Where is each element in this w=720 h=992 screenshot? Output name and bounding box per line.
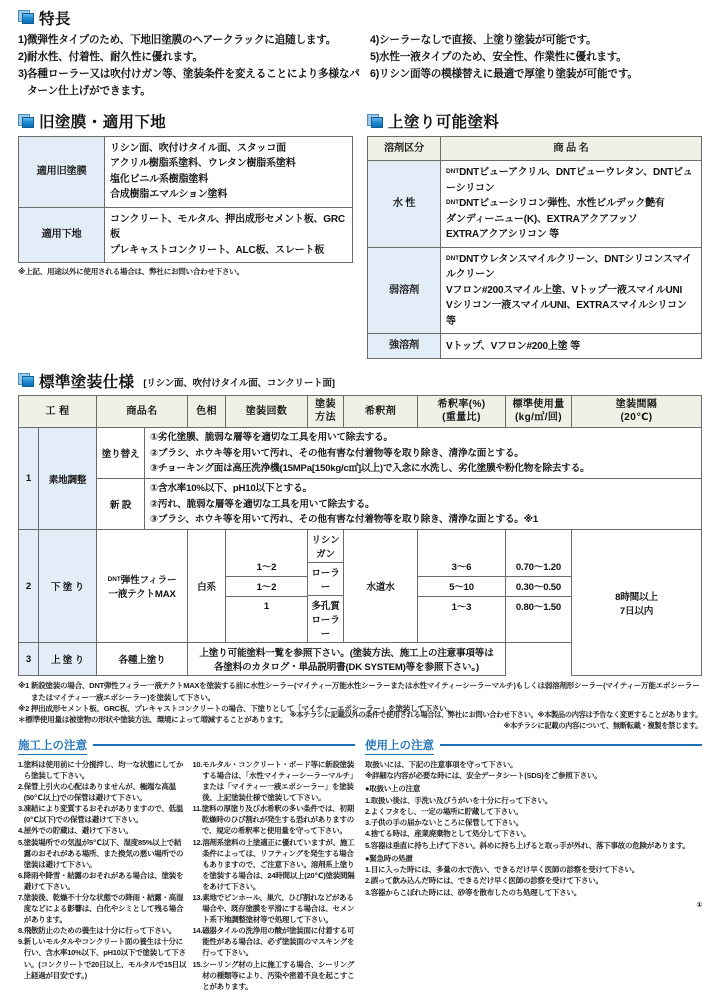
list-item — [365, 795, 702, 806]
feature-number: 6) — [370, 68, 380, 81]
method-value: リシンガン — [308, 530, 343, 563]
substrate-heading — [18, 113, 353, 131]
substrate-table — [18, 136, 353, 264]
spec-row-number: 3 — [19, 643, 39, 676]
item-number: 15. — [192, 959, 203, 969]
text-line: 各塗料のカタログ・単品説明書(DK SYSTEM)等を参照下さい。) — [213, 662, 480, 674]
features-column-left — [18, 32, 360, 101]
column-header-color: 色相 — [188, 396, 226, 428]
item-text: 新しいモルタルやコンクリート面の養生は十分に行い、含水率10%以下、pH10以下で塗装して下さい。(コンクリートで20日以上、モルタルで15日以上経過が目安です。) — [23, 937, 187, 980]
item-number: 4. — [18, 826, 24, 836]
text-line: ②汚れ、脆弱な層等を適切な工具を用いて除去する。 — [150, 498, 375, 510]
item-text: 容器からこぼれた時には、砂等を散布したのち処理して下さい。 — [370, 887, 582, 897]
text-line: (20℃) — [620, 411, 653, 423]
text-line: 合成樹脂エマルション塗料 — [110, 189, 228, 201]
footer-line: ※本チラシに記載の内容について、無断転載・複製を禁じます。 — [503, 721, 702, 731]
table-row — [19, 530, 702, 643]
item-number: 6. — [18, 870, 24, 880]
list-item — [193, 959, 356, 992]
construction-notes-col-left — [18, 759, 187, 992]
features-title: 特長 — [39, 10, 71, 28]
text-run: DNTビューシリコン弾性、水性ビルデック艶有 — [459, 198, 665, 210]
topcoat-title: 上塗り可能塗料 — [388, 114, 500, 132]
feature-item — [18, 66, 360, 100]
column-header-solvent: 溶剤区分 — [368, 136, 441, 161]
list-item — [18, 870, 187, 892]
item-number: 5. — [365, 840, 371, 850]
item-number: 2. — [365, 876, 371, 886]
footnote-line: ※1 新設塗装の場合、DNT弾性フィラー一液テクトMAXを塗装する前に水性シーラー(マイティー万能水性シーラーまたは水性マイティーシーラーマルチ)もしくは弱溶剤形シーラー(マイティー万能エポシーラー — [18, 681, 700, 691]
item-number: 1. — [18, 759, 24, 769]
spec-row-name: 上 塗 り — [39, 643, 97, 676]
list-item — [18, 759, 187, 781]
page-mark: ① — [696, 899, 702, 909]
table-row — [506, 576, 571, 596]
list-item — [18, 781, 187, 803]
text-line: コンクリート、モルタル、押出成形セメント板、GRC板 — [110, 213, 345, 241]
topcoat-heading — [367, 113, 702, 131]
spec-row2-color: 白系 — [188, 530, 226, 643]
list-item — [193, 925, 356, 958]
feature-number: 5) — [370, 51, 380, 64]
text-line: $^{DNT}$DNTビューアクリル、DNTビューウレタン、DNTビューシリコン — [446, 167, 693, 194]
footnote-line: ※2 押出成形セメント板、GRC板、プレキャストコンクリートの場合、下塗りとして「マイティーエポシーラー」を塗装して下さい。 — [18, 704, 454, 714]
item-number: 3. — [365, 818, 371, 828]
text-line: ③ブラシ、ホウキ等を用いて汚れ、その他有害な付着物等を取り除き、清浄な面とする。※1 — [150, 513, 538, 525]
table-row — [506, 557, 571, 577]
list-item — [365, 817, 702, 828]
spec-row-number: 1 — [19, 428, 39, 530]
spec-heading — [18, 372, 702, 390]
column-header-coats: 塗装回数 — [226, 396, 308, 428]
text-line: $^{DNT}$DNTビューシリコン弾性、水性ビルデック艶有 — [446, 198, 665, 210]
construction-notes-title: 施工上の注意 — [18, 737, 87, 755]
table-row — [19, 136, 353, 207]
ratio-value: 3〜6 — [418, 557, 505, 577]
construction-notes-col-right — [187, 759, 356, 992]
text-line: 希釈率(%) — [437, 399, 486, 411]
text-line: 塩化ビニル系樹脂塗料 — [110, 173, 208, 185]
item-text: 容器は垂直に持ち上げて下さい。斜めに持ち上げると取っ手が外れ、落下事故の危険があります。 — [370, 840, 690, 850]
spec-row2-product — [97, 530, 188, 643]
text-line: リシン面、吹付けタイル面、スタッコ面 — [110, 142, 286, 154]
substrate-row-label: 適用下地 — [19, 207, 105, 263]
table-row — [308, 596, 343, 643]
spec-row-number: 2 — [19, 530, 39, 643]
item-number: 5. — [18, 837, 24, 847]
table-row — [308, 530, 343, 563]
coats-value: 1〜2 — [226, 576, 307, 596]
item-number: 11. — [192, 804, 202, 814]
ratio-value: 1〜3 — [451, 602, 472, 614]
text-line: 7日以内 — [619, 605, 654, 617]
table-row — [368, 247, 702, 334]
column-header-interval — [572, 396, 702, 428]
table-row — [308, 563, 343, 596]
footnote-line: ＊標準使用量は被塗物の形状や塗装方法、環境によって増減することがあります。 — [18, 715, 288, 725]
text-line: 8時間以上 — [615, 591, 658, 603]
item-text: よくフタをし、一定の場所に貯蔵して下さい。 — [370, 806, 523, 816]
features-column-right — [360, 32, 702, 101]
feature-text: リシン面等の模様替えに最適で厚塗り塗装が可能です。 — [379, 68, 638, 81]
substrate-title: 旧塗膜・適用下地 — [39, 114, 167, 132]
spec-interval-value — [572, 530, 702, 676]
text-line: ②ブラシ、ホウキ等を用いて汚れ、その他有害な付着物等を取り除き、清浄な面とする。 — [150, 447, 524, 459]
item-text: 塗装場所での気温が5℃以下、湿度85%以上で結露のおそれがある場所、また換気の悪い場所での塗装は避けて下さい。 — [23, 837, 184, 869]
text-run: DNTビューアクリル、DNTビューウレタン、DNTビューシリコン — [446, 167, 693, 194]
text-run: DNTウレタンスマイルクリーン、DNTシリコンスマイルクリーン — [446, 253, 692, 281]
list-item — [18, 837, 187, 870]
column-header-product: 商 品 名 — [441, 136, 702, 161]
item-text: 保管上引火の心配はありませんが、極端な高温(50℃以上)での保管は避けて下さい。 — [23, 782, 177, 803]
list-item — [365, 828, 702, 839]
feature-item — [18, 32, 360, 49]
spec-row-name: 素地調整 — [39, 428, 97, 530]
substrate-section — [18, 113, 353, 360]
spec-row-name: 下 塗 り — [39, 530, 97, 643]
list-item — [18, 925, 187, 936]
item-text: 子供の手の届かないところに保管して下さい。 — [370, 818, 524, 828]
table-row — [19, 428, 702, 479]
spec-section — [18, 372, 702, 726]
construction-notes-heading — [18, 737, 355, 755]
item-text: 捨てる時は、産業廃棄物として処分して下さい。 — [370, 829, 531, 839]
substrate-row-value — [105, 207, 353, 263]
construction-notes-section — [18, 737, 355, 992]
item-text: 降雨や降雪・結露のおそれがある場合は、塗装を避けて下さい。 — [23, 870, 184, 891]
feature-number: 1) — [18, 34, 28, 46]
features-grid — [18, 32, 702, 101]
coats-value: 1〜2 — [226, 557, 307, 577]
text-line: EXTRAアクアシリコン 等 — [446, 229, 559, 241]
item-number: 9. — [18, 937, 24, 947]
item-number: 1. — [365, 795, 371, 805]
substrate-and-topcoat-row — [18, 113, 702, 360]
feature-number: 3) — [18, 68, 28, 81]
layered-square-icon — [18, 372, 35, 388]
feature-text: 水性一液タイプのため、安全性、作業性に優れます。 — [379, 51, 627, 64]
table-row — [19, 207, 353, 263]
topcoat-table — [367, 136, 702, 360]
spec-header-row — [19, 396, 702, 428]
item-number: 3. — [18, 804, 24, 814]
item-text: 飛散防止のための養生は十分に行って下さい。 — [23, 926, 177, 936]
layered-square-icon — [367, 113, 384, 129]
text-line: 上塗り可能塗料一覧を参照下さい。(塗装方法、施工上の注意事項等は — [199, 648, 494, 660]
list-item — [193, 759, 356, 803]
spec-row1-new-desc — [145, 479, 702, 530]
layered-square-icon — [18, 113, 35, 129]
item-number: 8. — [18, 926, 24, 936]
document-footer — [18, 710, 702, 732]
spec-sub-label: 新 設 — [97, 479, 145, 530]
list-item — [365, 864, 702, 875]
substrate-row-label: 適用旧塗膜 — [19, 136, 105, 207]
feature-number: 2) — [18, 51, 28, 64]
usage-value: 0.70〜1.20 — [506, 557, 571, 577]
construction-notes-body — [18, 759, 355, 992]
spec-row2-usage-group — [506, 530, 572, 643]
spec-row3-desc — [188, 643, 506, 676]
usage-subtable — [506, 557, 571, 616]
text-run: 弾性フィラー — [120, 575, 177, 587]
item-number: 2. — [18, 782, 24, 792]
substrate-row-value — [105, 136, 353, 207]
text-line: 塗装間隔 — [615, 399, 658, 411]
item-text: 取扱い後は、手洗い及びうがいを十分に行って下さい。 — [370, 795, 553, 805]
usage-notes-body — [365, 759, 702, 911]
text-line: ①劣化塗膜、脆弱な層等を適切な工具を用いて除去する。 — [150, 432, 393, 444]
footer-line: ※本チラシに記載以外の条件で使用される場合は、弊社にお問い合わせ下さい。※本製品の内容は予告なく変更することがあります。 — [289, 710, 702, 720]
feature-item — [370, 66, 702, 83]
item-number: 2. — [365, 806, 371, 816]
usage-notes-section — [365, 737, 702, 992]
text-line: アクリル樹脂系塗料、ウレタン樹脂系塗料 — [110, 158, 296, 170]
method-subtable — [308, 530, 343, 642]
table-row — [226, 596, 307, 616]
usage-group-title: ●緊急時の処置 — [365, 853, 413, 863]
ratio-value: 5〜10 — [418, 576, 505, 596]
spec-title: 標準塗装仕様 — [39, 373, 135, 391]
text-line: 標準使用量 — [512, 399, 565, 411]
column-header-method: 塗装方法 — [308, 396, 344, 428]
item-text: 凍結により変質するおそれがありますので、低温(0℃以下)での保管は避けて下さい。 — [23, 804, 184, 825]
topcoat-row-value — [441, 334, 702, 359]
usage-value: 0.30〜0.50 — [506, 576, 571, 596]
item-text: 塗料は使用前に十分撹拌し、均一な状態にしてから塗装して下さい。 — [23, 759, 184, 780]
item-text: 塗料の厚塗り及び水希釈の多い条件では、初期乾燥時のひび割れが発生する恐れがありますので、規定の希釈率と使用量を守って下さい。 — [201, 804, 355, 836]
column-header-process: 工 程 — [19, 396, 97, 428]
list-item — [365, 887, 702, 898]
spec-subtitle: [リシン面、吹付けタイル面、コンクリート面] — [143, 378, 335, 390]
item-text: 磁器タイルの洗浄用の酸が塗装面に付着する可能性がある場合は、必ず塗装面のマスキングを行って下さい。 — [202, 926, 355, 958]
feature-item — [370, 49, 702, 66]
spec-sub-label: 塗り替え — [97, 428, 145, 479]
text-line: プレキャストコンクリート、ALC板、スレート板 — [110, 244, 325, 256]
item-number: 1. — [365, 865, 371, 875]
ratio-subtable — [418, 557, 505, 616]
text-line: $^{DNT}$DNTウレタンスマイルクリーン、DNTシリコンスマイルクリーン — [446, 253, 692, 281]
spec-row2-ratio-group — [418, 530, 506, 643]
item-text: 塗装後、乾燥不十分な状態での降雨・結露・高湿度などによる影響は、白化やシミとして残る場合があります。 — [23, 893, 184, 925]
column-header-thinner: 希釈剤 — [344, 396, 418, 428]
item-number: 13. — [192, 893, 203, 902]
features-heading — [18, 9, 702, 27]
list-item — [18, 892, 187, 925]
item-number: 3. — [365, 887, 371, 897]
text-line: (kg/㎡/回) — [514, 411, 563, 423]
table-row — [368, 161, 702, 248]
item-number: 4. — [365, 829, 371, 839]
list-item — [193, 837, 356, 892]
list-item — [18, 825, 187, 836]
spec-row2-thinner: 水道水 — [344, 530, 418, 643]
spec-row2-method-group — [308, 530, 344, 643]
text-line: 一液テクトMAX — [108, 589, 176, 601]
item-text: モルタル・コンクリート・ボード等に新設塗装する場合は、「水性マイティーシーラーマルチ」または「マイティー一液エポシーラー」を塗装後、上記塗装仕様で塗装して下さい。 — [202, 759, 354, 803]
item-text: 素地でピンホール、巣穴、ひび割れなどがある場合や、既存塗膜を平滑にする場合は、セメント系下地調整塗材等で処理して下さい。 — [202, 893, 355, 925]
spec-row3-product: 各種上塗り — [97, 643, 188, 676]
table-row — [418, 557, 505, 577]
list-item — [365, 806, 702, 817]
feature-number: 4) — [370, 34, 380, 46]
layered-square-icon — [18, 9, 35, 25]
list-item — [193, 892, 356, 925]
footnote-line: またはマイティー一液エポシーラー)を塗装して下さい。 — [31, 692, 215, 702]
heading-rule — [440, 744, 702, 746]
text-line: Vトップ、Vフロン#200上塗 等 — [446, 340, 580, 352]
item-number: 10. — [192, 759, 203, 769]
topcoat-row-label: 強溶剤 — [368, 334, 441, 359]
text-line: $^{DNT}$弾性フィラー — [107, 575, 177, 587]
item-text: 屋外での貯蔵は、避けて下さい。 — [23, 826, 133, 836]
usage-notes-heading — [365, 737, 702, 755]
topcoat-row-value — [441, 247, 702, 334]
usage-intro-line: ※詳細な内容が必要な時には、安全データシート(SDS)をご参照下さい。 — [365, 771, 602, 781]
text-line: ダンディーニュー(K)、EXTRAアクアフッソ — [446, 213, 638, 225]
coats-value: 1 — [263, 600, 270, 612]
table-row — [226, 557, 307, 577]
text-line: (重量比) — [442, 411, 481, 423]
feature-item — [370, 32, 702, 49]
text-line: Vフロン#200スマイル上塗、Vトップ一液スマイルUNI — [446, 284, 683, 296]
feature-text: 耐水性、付着性、耐久性に優れます。 — [27, 51, 203, 64]
feature-text: シーラーなしで直接、上塗り塗装が可能です。 — [379, 34, 597, 46]
list-item — [18, 803, 187, 825]
topcoat-section — [367, 113, 702, 360]
spec-row2-coats-group — [226, 530, 308, 643]
column-header-product: 商品名 — [97, 396, 188, 428]
item-text: 目に入った時には、多量の水で洗い、できるだけ早く医師の診察を受けて下さい。 — [370, 865, 640, 875]
item-number: 14. — [192, 926, 203, 936]
feature-item — [18, 49, 360, 66]
column-header-ratio — [418, 396, 506, 428]
text-line: Vシリコン一液スマイルUNI、EXTRAスマイルシリコン 等 — [446, 300, 687, 327]
topcoat-row-value — [441, 161, 702, 248]
item-text: 溶剤系塗料の上塗適正に優れていますが、施工条件によっては、リフティングを発生する場合もありますので、ご注意下さい。溶剤系上塗りを塗装する場合は、24時間以上(20℃)塗装間隔をあけて下さい。 — [202, 837, 355, 891]
table-row — [226, 576, 307, 596]
column-header-usage — [506, 396, 572, 428]
usage-intro-line: 取扱いには、下記の注意事項を守って下さい。 — [365, 759, 518, 769]
text-line: ①含水率10%以下、pH10以下とする。 — [150, 483, 312, 495]
list-item — [18, 936, 187, 980]
feature-text: 各種ローラー又は吹付けガン等、塗装条件を変えることにより多様なパターン仕上げができます。 — [27, 68, 360, 98]
usage-group-title: ●取扱い上の注意 — [365, 784, 421, 794]
topcoat-row-label: 水 性 — [368, 161, 441, 248]
item-number: 7. — [18, 893, 24, 902]
coats-subtable — [226, 557, 307, 616]
table-row — [506, 596, 571, 616]
spec-table — [18, 395, 702, 676]
usage-notes-title: 使用上の注意 — [365, 737, 434, 755]
list-item — [193, 803, 356, 836]
usage-value: 0.80〜1.50 — [515, 602, 562, 614]
topcoat-row-label: 弱溶剤 — [368, 247, 441, 334]
feature-text: 微弾性タイプのため、下地旧塗膜のヘアークラックに追随します。 — [27, 34, 337, 46]
table-row — [418, 596, 505, 616]
item-text: シーリング材の上に施工する場合、シーリング材の種類等により、汚染や密着不良を起こすことがあります。 — [202, 959, 355, 991]
heading-rule — [93, 744, 355, 746]
list-item — [365, 875, 702, 886]
substrate-note: ※上記、用途以外に使用される場合は、弊社にお問い合わせ下さい。 — [18, 267, 244, 277]
item-number: 12. — [192, 837, 203, 847]
bottom-notes-row — [18, 737, 702, 992]
features-section — [18, 0, 702, 101]
item-text: 誤って飲み込んだ時には、できるだけ早く医師の診察を受けて下さい。 — [370, 876, 603, 886]
table-row — [19, 479, 702, 530]
text-line: ③チョーキング面は高圧洗浄機(15MPa[150kg/c㎡]以上)で入念に水洗し、劣化塗膜や粉化物を除去する。 — [150, 462, 590, 474]
method-value: 多孔質ローラー — [311, 601, 340, 641]
spec-row1-treatment-desc — [145, 428, 702, 479]
table-header-row — [368, 136, 702, 161]
table-row — [418, 576, 505, 596]
table-row — [368, 334, 702, 359]
method-value: ローラー — [308, 563, 343, 596]
list-item — [365, 840, 702, 851]
